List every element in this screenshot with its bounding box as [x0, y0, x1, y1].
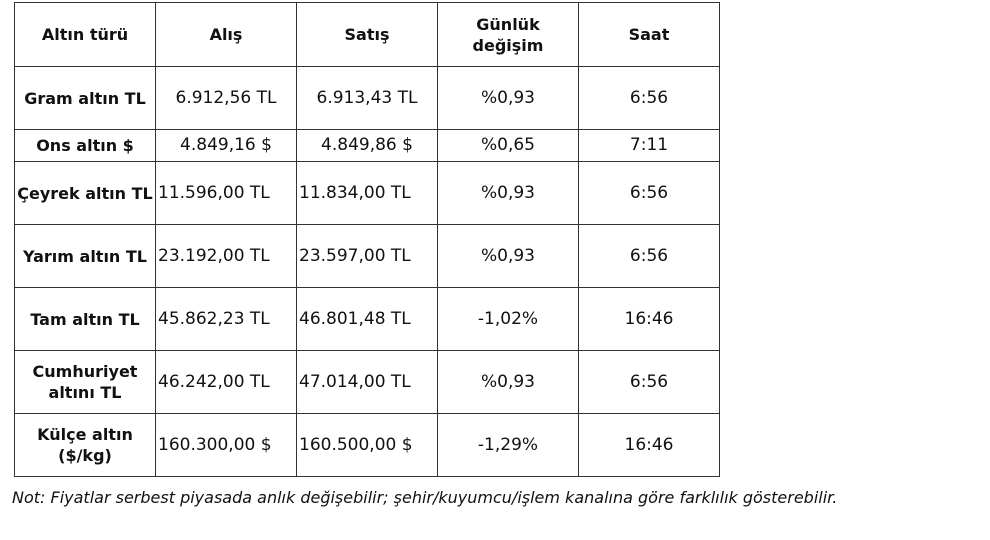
change-cell: %0,93	[438, 162, 579, 225]
gold-type-cell: Çeyrek altın TL	[15, 162, 156, 225]
table-row	[15, 225, 720, 288]
buy-cell: 11.596,00 TL	[156, 162, 297, 225]
sell-cell: 4.849,86 $	[297, 130, 438, 162]
header-time: Saat	[579, 3, 720, 67]
change-cell: -1,02%	[438, 288, 579, 351]
buy-cell: 4.849,16 $	[156, 130, 297, 162]
table-row	[15, 162, 720, 225]
buy-cell: 45.862,23 TL	[156, 288, 297, 351]
change-cell: %0,93	[438, 351, 579, 414]
table-row	[15, 414, 720, 477]
buy-cell: 6.912,56 TL	[156, 67, 297, 130]
time-cell: 7:11	[579, 130, 720, 162]
table-header-row	[15, 3, 720, 67]
sell-cell: 47.014,00 TL	[297, 351, 438, 414]
change-cell: -1,29%	[438, 414, 579, 477]
table-row	[15, 130, 720, 162]
sell-cell: 160.500,00 $	[297, 414, 438, 477]
header-gold-type: Altın türü	[15, 3, 156, 67]
table-row	[15, 351, 720, 414]
time-cell: 16:46	[579, 414, 720, 477]
time-cell: 6:56	[579, 351, 720, 414]
gold-type-cell: Yarım altın TL	[15, 225, 156, 288]
header-sell: Satış	[297, 3, 438, 67]
time-cell: 6:56	[579, 162, 720, 225]
gold-type-cell: Ons altın $	[15, 130, 156, 162]
table-row	[15, 67, 720, 130]
footnote: Not: Fiyatlar serbest piyasada anlık değişebilir; şehir/kuyumcu/işlem kanalına göre farklılık gösterebilir.	[12, 488, 838, 507]
time-cell: 6:56	[579, 225, 720, 288]
gold-price-table	[14, 2, 720, 477]
buy-cell: 160.300,00 $	[156, 414, 297, 477]
sell-cell: 46.801,48 TL	[297, 288, 438, 351]
gold-type-cell: Tam altın TL	[15, 288, 156, 351]
change-cell: %0,93	[438, 67, 579, 130]
gold-type-cell: Külçe altın ($/kg)	[15, 414, 156, 477]
table-row	[15, 288, 720, 351]
change-cell: %0,93	[438, 225, 579, 288]
change-cell: %0,65	[438, 130, 579, 162]
time-cell: 16:46	[579, 288, 720, 351]
time-cell: 6:56	[579, 67, 720, 130]
buy-cell: 46.242,00 TL	[156, 351, 297, 414]
buy-cell: 23.192,00 TL	[156, 225, 297, 288]
header-daily-change: Günlük değişim	[438, 3, 579, 67]
header-buy: Alış	[156, 3, 297, 67]
sell-cell: 6.913,43 TL	[297, 67, 438, 130]
gold-type-cell: Cumhuriyet altını TL	[15, 351, 156, 414]
sell-cell: 23.597,00 TL	[297, 225, 438, 288]
gold-type-cell: Gram altın TL	[15, 67, 156, 130]
sell-cell: 11.834,00 TL	[297, 162, 438, 225]
